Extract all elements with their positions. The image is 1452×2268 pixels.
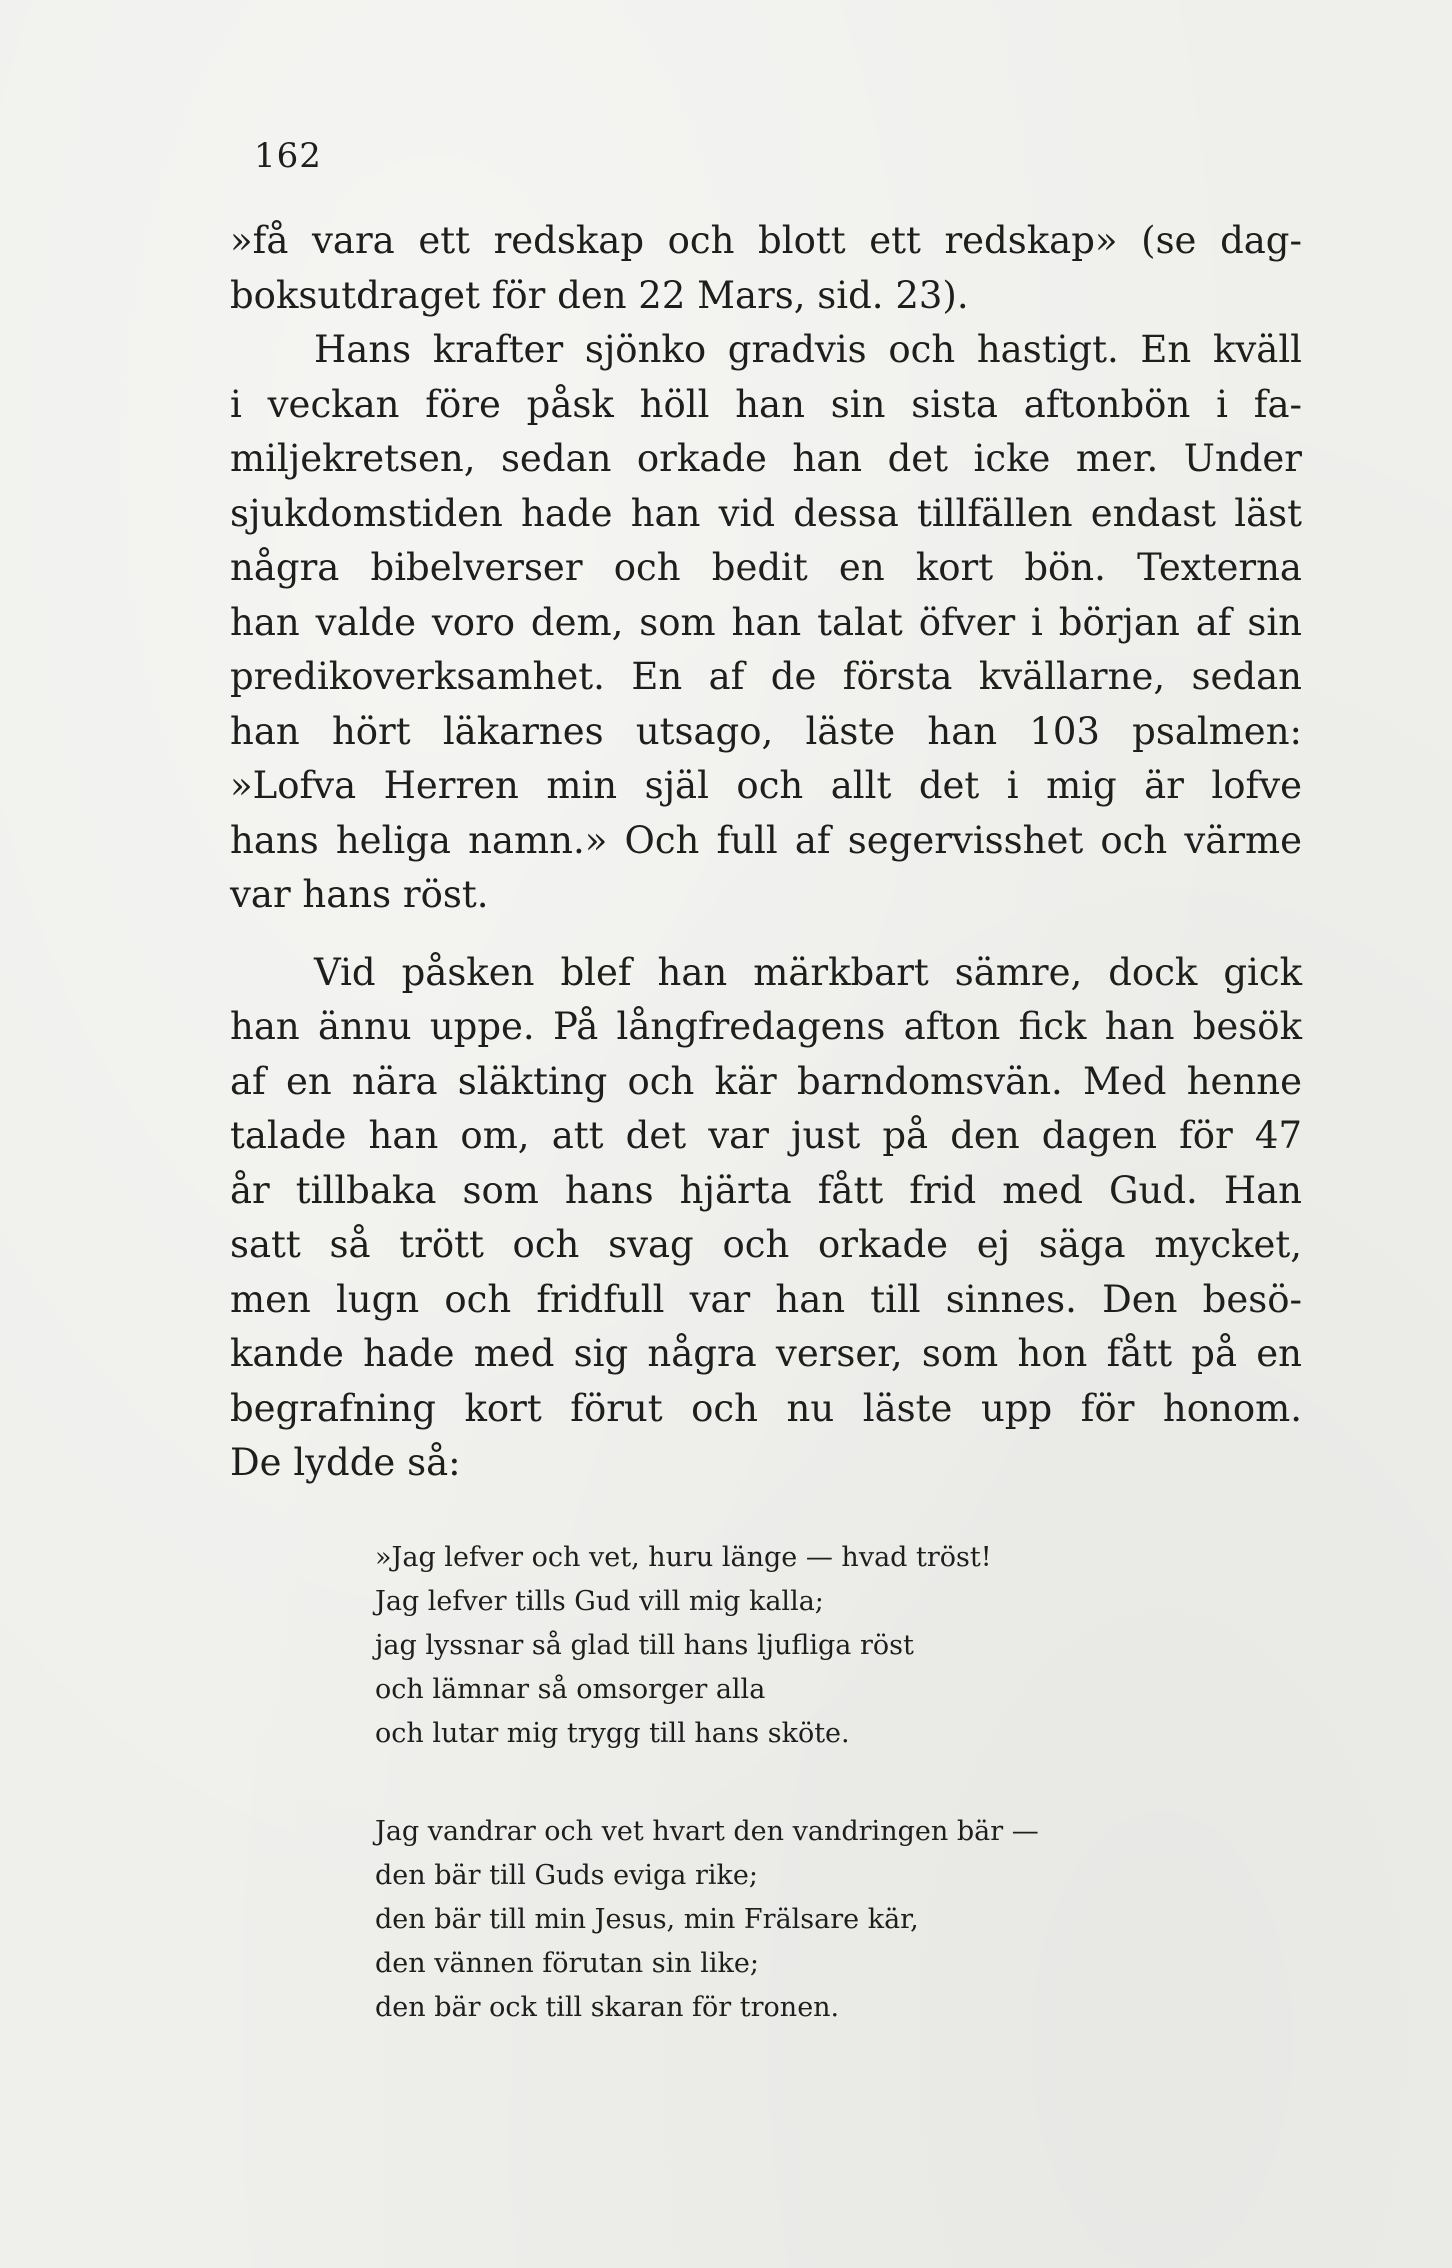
- text-line: predikoverksamhet. En af de första kvällarne, sedan: [230, 655, 1302, 698]
- poem-line: jag lyssnar så glad till hans ljufliga röst: [375, 1630, 914, 1661]
- poem-line: och lämnar så omsorger alla: [375, 1674, 766, 1705]
- poem-stanza-2: [375, 1810, 1155, 2030]
- text-line: De lydde så:: [230, 1441, 461, 1484]
- text-line: några bibelverser och bedit en kort bön. Texterna: [230, 546, 1302, 589]
- poem-line: och lutar mig trygg till hans sköte.: [375, 1718, 850, 1749]
- paragraph-3: [230, 946, 1302, 1491]
- poem-line: Jag vandrar och vet hvart den vandringen bär —: [375, 1816, 1039, 1847]
- text-line: men lugn och fridfull var han till sinnes. Den besö-: [230, 1277, 1302, 1321]
- text-line: i veckan före påsk höll han sin sista aftonbön i fa-: [230, 382, 1302, 426]
- text-line: af en nära släkting och kär barndomsvän. Med henne: [230, 1059, 1302, 1103]
- paragraph-2: [230, 323, 1302, 923]
- text-line: han valde voro dem, som han talat öfver i början af sin: [230, 600, 1302, 644]
- stanza-gap: [375, 1756, 1155, 1810]
- text-line: var hans röst.: [230, 873, 489, 916]
- text-line: Vid påsken blef han märkbart sämre, dock gick: [314, 950, 1302, 994]
- paragraph-gap: [230, 923, 1302, 946]
- poem: [375, 1536, 1155, 2030]
- text-line: satt så trött och svag och orkade ej säga mycket,: [230, 1223, 1302, 1266]
- text-line: år tillbaka som hans hjärta fått frid med Gud. Han: [230, 1168, 1302, 1212]
- poem-line: den vännen förutan sin like;: [375, 1948, 759, 1979]
- paragraph-1: [230, 214, 1302, 323]
- text-line: »få vara ett redskap och blott ett redskap» (se dag-: [230, 219, 1302, 262]
- text-line: Hans krafter sjönko gradvis och hastigt. En kväll: [314, 328, 1302, 371]
- text-line: han ännu uppe. På långfredagens afton fick han besök: [230, 1005, 1302, 1048]
- body-text: [230, 214, 1302, 1491]
- text-line: »Lofva Herren min själ och allt det i mig är lofve: [230, 764, 1302, 807]
- poem-line: den bär till min Jesus, min Frälsare kär,: [375, 1904, 919, 1935]
- text-line: kande hade med sig några verser, som hon fått på en: [230, 1332, 1302, 1375]
- text-line: miljekretsen, sedan orkade han det icke mer. Under: [230, 437, 1302, 480]
- poem-line: Jag lefver tills Gud vill mig kalla;: [375, 1586, 824, 1617]
- page-number: 162: [254, 136, 322, 176]
- poem-line: »Jag lefver och vet, huru länge — hvad tröst!: [375, 1542, 992, 1573]
- text-line: begrafning kort förut och nu läste upp för honom.: [230, 1386, 1302, 1430]
- poem-stanza-1: [375, 1536, 1155, 1756]
- poem-line: den bär ock till skaran för tronen.: [375, 1992, 840, 2023]
- text-line: talade han om, att det var just på den dagen för 47: [230, 1114, 1302, 1157]
- text-line: sjukdomstiden hade han vid dessa tillfällen endast läst: [230, 491, 1302, 535]
- text-line: hans heliga namn.» Och full af segervisshet och värme: [230, 818, 1302, 862]
- text-line: boksutdraget för den 22 Mars, sid. 23).: [230, 273, 969, 317]
- poem-line: den bär till Guds eviga rike;: [375, 1860, 758, 1891]
- text-line: han hört läkarnes utsago, läste han 103 psalmen:: [230, 709, 1302, 753]
